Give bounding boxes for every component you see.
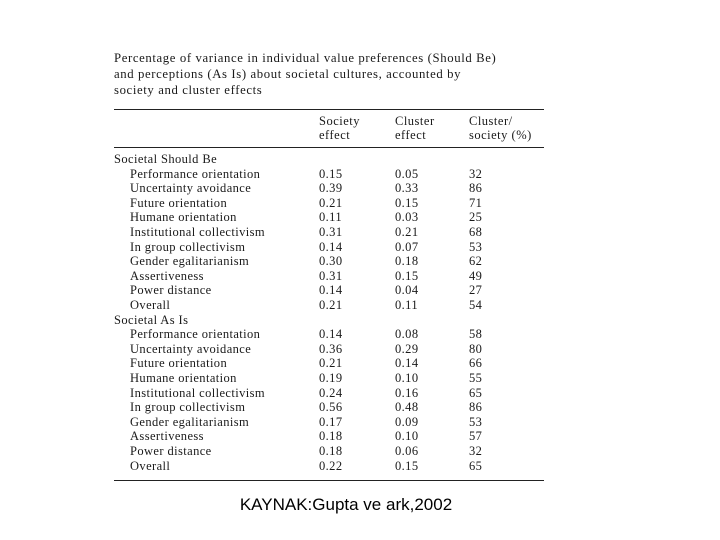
cluster-society-pct-value: 62 [469, 254, 483, 269]
society-effect-value: 0.31 [319, 225, 343, 239]
caption-line-1: Percentage of variance in individual value preferences (Should Be) [114, 51, 497, 65]
row-label: Overall [130, 298, 171, 312]
row-label: Humane orientation [130, 210, 237, 225]
row-label: Performance orientation [130, 166, 261, 181]
row-label: In group collectivism [130, 400, 246, 415]
society-effect-value: 0.21 [319, 298, 343, 312]
cluster-effect-value: 0.03 [395, 210, 419, 225]
cluster-effect-value: 0.14 [395, 356, 419, 371]
cluster-society-pct-value: 57 [469, 429, 483, 444]
society-effect-value: 0.21 [319, 195, 343, 210]
row-label: Uncertainty avoidance [130, 341, 252, 356]
cluster-society-pct-value: 53 [469, 414, 483, 429]
cluster-society-pct-value: 58 [469, 327, 483, 342]
cluster-society-pct-value: 68 [469, 225, 483, 239]
cluster-society-pct-value: 32 [469, 444, 483, 458]
cluster-society-pct-value: 25 [469, 210, 483, 225]
society-effect-value: 0.39 [319, 181, 343, 196]
cluster-effect-value: 0.10 [395, 429, 419, 444]
caption-line-2: and perceptions (As Is) about societal cultures, accounted by [114, 67, 462, 81]
society-effect-value: 0.14 [319, 239, 343, 254]
group-title: Societal As Is [114, 312, 189, 327]
cluster-society-pct-value: 71 [469, 195, 483, 210]
society-effect-value: 0.18 [319, 429, 343, 444]
group-title: Societal Should Be [114, 152, 218, 166]
cluster-effect-value: 0.21 [395, 225, 419, 239]
cluster-society-pct-value: 32 [469, 166, 483, 181]
row-label: Performance orientation [130, 327, 261, 342]
society-effect-value: 0.19 [319, 371, 343, 385]
cluster-society-pct-value: 80 [469, 341, 483, 356]
header-rule [114, 147, 544, 148]
cluster-effect-value: 0.11 [395, 298, 419, 312]
cluster-effect-value: 0.09 [395, 414, 419, 429]
row-label: Institutional collectivism [130, 225, 266, 239]
society-effect-value: 0.15 [319, 166, 343, 181]
bottom-rule [114, 480, 544, 481]
row-label: Gender egalitarianism [130, 254, 250, 269]
row-label: Humane orientation [130, 371, 237, 385]
cluster-effect-value: 0.18 [395, 254, 419, 269]
cluster-society-pct-value: 55 [469, 371, 483, 385]
cluster-effect-value: 0.05 [395, 166, 419, 181]
cluster-effect-value: 0.16 [395, 385, 419, 400]
top-rule [114, 109, 544, 110]
cluster-effect-value: 0.07 [395, 239, 419, 254]
cluster-society-pct-value: 65 [469, 458, 483, 473]
cluster-effect-value: 0.15 [395, 268, 419, 283]
society-effect-value: 0.17 [319, 414, 343, 429]
row-label: In group collectivism [130, 239, 246, 254]
cluster-society-pct-value: 49 [469, 268, 483, 283]
row-label: Power distance [130, 283, 212, 298]
row-label: Assertiveness [130, 268, 204, 283]
society-effect-value: 0.56 [319, 400, 343, 415]
cluster-society-pct-value: 66 [469, 356, 483, 371]
row-label: Assertiveness [130, 429, 204, 444]
cluster-society-pct-value: 86 [469, 400, 483, 415]
cluster-society-pct-value: 86 [469, 181, 483, 196]
cluster-society-pct-value: 27 [469, 283, 483, 298]
cluster-effect-value: 0.33 [395, 181, 419, 196]
cluster-effect-value: 0.10 [395, 371, 419, 385]
caption-line-3: society and cluster effects [114, 83, 263, 97]
society-effect-value: 0.21 [319, 356, 343, 371]
society-effect-value: 0.31 [319, 268, 343, 283]
row-label: Future orientation [130, 195, 228, 210]
row-label: Future orientation [130, 356, 228, 371]
society-effect-value: 0.11 [319, 210, 343, 225]
society-effect-value: 0.22 [319, 458, 343, 473]
header-society-effect: Society effect [319, 114, 360, 142]
society-effect-value: 0.14 [319, 327, 343, 342]
cluster-society-pct-value: 54 [469, 298, 483, 312]
header-cluster-effect: Cluster effect [395, 114, 435, 142]
source-citation: KAYNAK:Gupta ve ark,2002 [239, 495, 453, 514]
cluster-effect-value: 0.15 [395, 195, 419, 210]
cluster-effect-value: 0.15 [395, 458, 419, 473]
row-label: Gender egalitarianism [130, 414, 250, 429]
society-effect-value: 0.36 [319, 341, 343, 356]
cluster-effect-value: 0.48 [395, 400, 419, 415]
society-effect-value: 0.14 [319, 283, 343, 298]
cluster-society-pct-value: 53 [469, 239, 483, 254]
society-effect-value: 0.18 [319, 444, 343, 458]
cluster-effect-value: 0.08 [395, 327, 419, 342]
header-cluster-society-pct: Cluster/ society (%) [469, 114, 532, 142]
cluster-society-pct-value: 65 [469, 385, 483, 400]
table-caption [114, 50, 573, 98]
row-label: Overall [130, 458, 171, 473]
row-label: Uncertainty avoidance [130, 181, 252, 196]
cluster-effect-value: 0.04 [395, 283, 419, 298]
row-label: Institutional collectivism [130, 385, 266, 400]
society-effect-value: 0.30 [319, 254, 343, 269]
cluster-effect-value: 0.29 [395, 341, 419, 356]
cluster-effect-value: 0.06 [395, 444, 419, 458]
row-label: Power distance [130, 444, 212, 458]
society-effect-value: 0.24 [319, 385, 343, 400]
